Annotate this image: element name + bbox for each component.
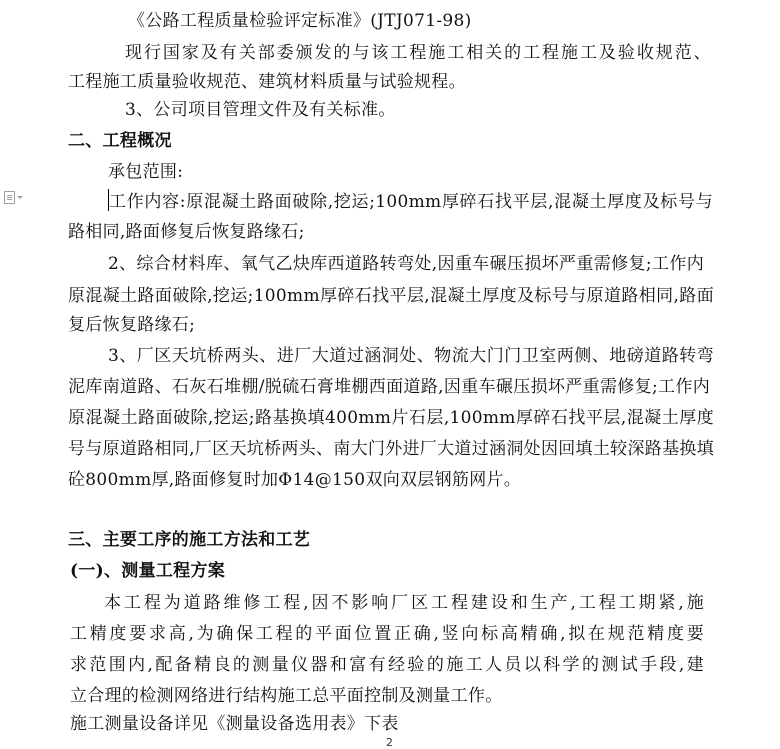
paragraph-line: 工精度要求高,为确保工程的平面位置正确,竖向标高精确,拟在规范精度要: [70, 624, 704, 644]
document-options-icon[interactable]: [4, 190, 26, 204]
paragraph-line: 施工测量设备详见《测量设备选用表》下表: [70, 714, 399, 734]
paragraph-line: 砼800mm厚,路面修复时加Φ14@150双向双层钢筋网片。: [68, 470, 522, 490]
paragraph-line: 现行国家及有关部委颁发的与该工程施工相关的工程施工及验收规范、: [125, 43, 711, 63]
standard-reference-line: 《公路工程质量检验评定标准》(JTJ071-98): [128, 11, 472, 31]
paragraph-line: 3、公司项目管理文件及有关标准。: [125, 100, 396, 120]
paragraph-line: 泥库南道路、石灰石堆棚/脱硫石膏堆棚西面道路,因重车碾压损坏严重需修复;工作内: [68, 377, 710, 397]
paragraph-line: 原混凝土路面破除,挖运;100mm厚碎石找平层,混凝土厚度及标号与原道路相同,路面: [68, 286, 714, 306]
paragraph-line: 复后恢复路缘石;: [68, 315, 196, 335]
paragraph-line: 承包范围:: [108, 162, 184, 182]
paragraph-line[interactable]: 工作内容:原混凝土路面破除,挖运;100mm厚碎石找平层,混凝土厚度及标号与: [109, 192, 713, 212]
paragraph-line: 路相同,路面修复后恢复路缘石;: [68, 222, 305, 242]
paragraph-line: 立合理的检测网络进行结构施工总平面控制及测量工作。: [70, 686, 503, 706]
paragraph-line: 求范围内,配备精良的测量仪器和富有经验的施工人员以科学的测试手段,建: [70, 655, 704, 675]
paragraph-line: 2、综合材料库、氧气乙炔库西道路转弯处,因重车碾压损坏严重需修复;工作内: [108, 254, 704, 274]
paragraph-line: 3、厂区天坑桥两头、进厂大道过涵洞处、物流大门门卫室两侧、地磅道路转弯: [108, 346, 714, 366]
paragraph-line: 号与原道路相同,厂区天坑桥两头、南大门外进厂大道过涵洞处因回填土较深路基换填: [68, 439, 714, 459]
paragraph-line: 原混凝土路面破除,挖运;路基换填400mm片石层,100mm厚碎石找平层,混凝土厚度: [68, 408, 714, 428]
subsection-heading: (一)、测量工程方案: [70, 561, 226, 581]
section-heading: 二、工程概况: [68, 131, 172, 151]
paragraph-line: 本工程为道路维修工程,因不影响厂区工程建设和生产,工程工期紧,施: [104, 593, 704, 613]
paragraph-line: 工程施工质量验收规范、建筑材料质量与试验规程。: [68, 72, 466, 92]
page-number: 2: [386, 736, 393, 749]
section-heading: 三、主要工序的施工方法和工艺: [68, 530, 311, 550]
